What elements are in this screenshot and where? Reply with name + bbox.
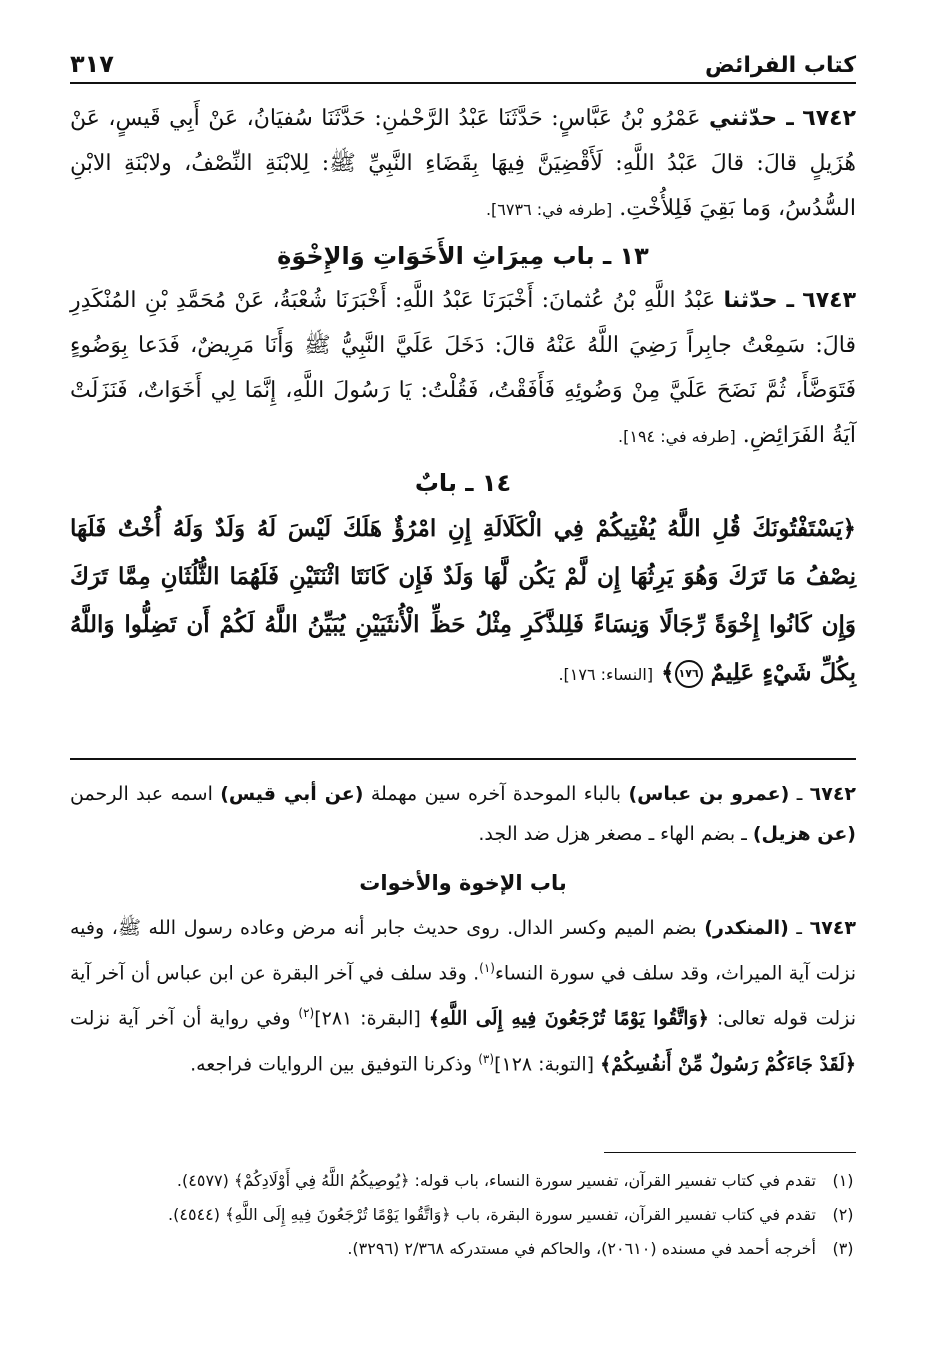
footnote-text: تقدم في كتاب تفسير القرآن، تفسير سورة النساء، باب قوله: ﴿يُوصِيكُمُ اللَّهُ فِي أَوْلَادِكُمْ﴾ (٤٥٧٧). [176, 1171, 816, 1190]
quran-citation: [التوبة: ١٢٨] [494, 1052, 595, 1075]
footnote-text: تقدم في كتاب تفسير القرآن، تفسير سورة البقرة، باب ﴿وَاتَّقُوا يَوْمًا تُرْجَعُونَ فِيهِ إِلَى اللَّهِ﴾ (٤٥٤٤). [168, 1205, 816, 1224]
inline-quran-quote: ﴿لَقَدْ جَاءَكُمْ رَسُولٌ مِّنْ أَنفُسِكُمْ﴾ [600, 1052, 856, 1075]
running-title: كتاب الفرائض [705, 53, 856, 78]
footnote-ref[interactable]: (٣) [478, 1051, 495, 1066]
quran-verse-block [70, 505, 856, 699]
footnotes [70, 1164, 856, 1266]
hadith-number: ٦٧٤٢ [802, 106, 857, 131]
commentary-section [70, 774, 856, 1084]
quran-close-bracket: ﴾ [661, 659, 675, 686]
footnote-item [70, 1164, 856, 1198]
hadith-text: عَمْرُو بْنُ عَبَّاسٍ: حَدَّثَنَا عَبْدُ الرَّحْمٰنِ: حَدَّثَنَا سُفيَانُ، عَنْ أَبِي قَيسٍ، عَنْ هُزَيلٍ قالَ: قالَ عَبْدُ اللَّهِ: لَأَقْضِيَنَّ فِيهَا بِقَضَاءِ النَّبِيِّ ﷺ: لِلابْنَةِ النِّصْفُ، ولابْنَةِ الابْنِ السُّدُسُ، وَما بَقِيَ فَلِلأُخْتِ. [70, 106, 856, 221]
footnote-item [70, 1232, 856, 1266]
main-text [70, 96, 856, 699]
hadith-number: ٦٧٤٣ [802, 288, 857, 313]
footnote-item [70, 1198, 856, 1232]
hadith-text: عَبْدُ اللَّهِ بْنُ عُثمانَ: أَخْبَرَنَا عَبْدُ اللَّهِ: أَخْبَرَنَا شُعْبَةُ، عَنْ مُحَمَّدِ بْنِ المُنْكَدِرِ قالَ: سَمِعْتُ جابِراً رَضِيَ اللَّهُ عَنْهُ قالَ: دَخَلَ عَلَيَّ النَّبِيُّ ﷺ وَأَنَا مَرِيضٌ، فَدَعا بِوَضُوءٍ فَتَوَضَّأَ، ثُمَّ نَضَحَ عَلَيَّ مِنْ وَضُوئِهِ فَأَفَقْتُ، فَقُلْتُ: يَا رَسُولَ اللَّهِ، إِنَّمَا لِي أَخَوَاتٌ، فَنَزَلَتْ آيَةُ الفَرَائِضِ. [70, 288, 856, 448]
running-header [70, 36, 856, 84]
footnote-ref[interactable]: (٢) [298, 1006, 315, 1021]
quran-citation: [البقرة: ٢٨١] [314, 1007, 421, 1030]
footnote-number: (٢) [832, 1205, 854, 1224]
commentary-6742: ٦٧٤٢ ـ (عمرو بن عباس) بالباء الموحدة آخره سين مهملة (عن أبي قيس) اسمه عبد الرحمن (عن هزيل) ـ بضم الهاء ـ مصغر هزل ضد الجد. [70, 783, 857, 845]
hadith-cross-ref: [طرفه في: ٦٧٣٦]. [485, 200, 613, 219]
commentary-6743: ٦٧٤٣ ـ (المنكدر) بضم الميم وكسر الدال. روى حديث جابر أنه مرض وعاده رسول الله ﷺ، وفيه نزلت آية الميراث، وقد سلف في سورة النساء$^{(١)}$. وقد سلف في آخر البقرة عن ابن عباس أن آخر آية نزلت قوله تعالى: ﴿وَاتَّقُوا يَوْمًا تُرْجَعُونَ فِيهِ إِلَى اللَّهِ﴾ [البقرة: ٢٨١]$^{(٢)}$ وفي رواية أن آخر آية نزلت ﴿لَقَدْ جَاءَكُمْ رَسُولٌ مِّنْ أَنفُسِكُمْ﴾ [التوبة: ١٢٨]$^{(٣)}$ وذكرنا التوفيق بين الروايات فراجعه. [70, 917, 856, 1075]
ayah-number-icon: ١٧٦ [675, 660, 703, 688]
hadith-lead: ـ حدّثنا [723, 288, 795, 313]
quran-citation: [النساء: ١٧٦]. [558, 665, 654, 684]
commentary-term: (عمرو بن عباس) [628, 783, 790, 805]
inline-quran-quote: ﴿وَاتَّقُوا يَوْمًا تُرْجَعُونَ فِيهِ إِلَى اللَّهِ﴾ [428, 1007, 709, 1030]
section-divider [70, 758, 856, 760]
hadith-6742 [70, 96, 856, 232]
commentary-number: ٦٧٤٣ [809, 917, 856, 939]
footnote-ref[interactable]: (١) [479, 961, 495, 975]
commentary-term: (المنكدر) [704, 917, 789, 939]
chapter-13-heading: ١٣ ـ باب مِيرَاثِ الأَخَوَاتِ وَالإِخْوَةِ [277, 242, 649, 270]
commentary-heading: باب الإخوة والأخوات [359, 871, 567, 895]
commentary-number: ٦٧٤٢ [809, 783, 857, 805]
footnote-divider [604, 1152, 856, 1153]
commentary-term: (عن أبي قيس) [220, 783, 364, 805]
quran-verse-text: ﴿يَسْتَفْتُونَكَ قُلِ اللَّهُ يُفْتِيكُمْ فِي الْكَلَالَةِ إِنِ امْرُؤٌ هَلَكَ لَيْسَ لَهُ وَلَدٌ وَلَهُ أُخْتٌ فَلَهَا نِصْفُ مَا تَرَكَ وَهُوَ يَرِثُهَا إِن لَّمْ يَكُن لَّهَا وَلَدٌ فَإِن كَانَتَا اثْنَتَيْنِ فَلَهُمَا الثُّلُثَانِ مِمَّا تَرَكَ وَإِن كَانُوا إِخْوَةً رِّجَالًا وَنِسَاءً فَلِلذَّكَرِ مِثْلُ حَظِّ الْأُنثَيَيْنِ يُبَيِّنُ اللَّهُ لَكُمْ أَن تَضِلُّوا وَاللَّهُ بِكُلِّ شَيْءٍ عَلِيمٌ [70, 515, 856, 686]
hadith-lead: ـ حدّثني [709, 106, 794, 131]
footnote-text: أخرجه أحمد في مسنده (٢٠٦١٠)، والحاكم في مستدركه ٢/٣٦٨ (٣٢٩٦). [347, 1239, 816, 1258]
commentary-term: (عن هزيل) [752, 823, 856, 845]
chapter-14-heading: ١٤ ـ بابٌ [414, 469, 512, 497]
page-number: ٣١٧ [70, 50, 114, 78]
hadith-6743 [70, 278, 856, 459]
hadith-cross-ref: [طرفه في: ١٩٤]. [618, 427, 736, 446]
footnote-number: (١) [832, 1171, 854, 1190]
footnote-number: (٣) [832, 1239, 854, 1258]
